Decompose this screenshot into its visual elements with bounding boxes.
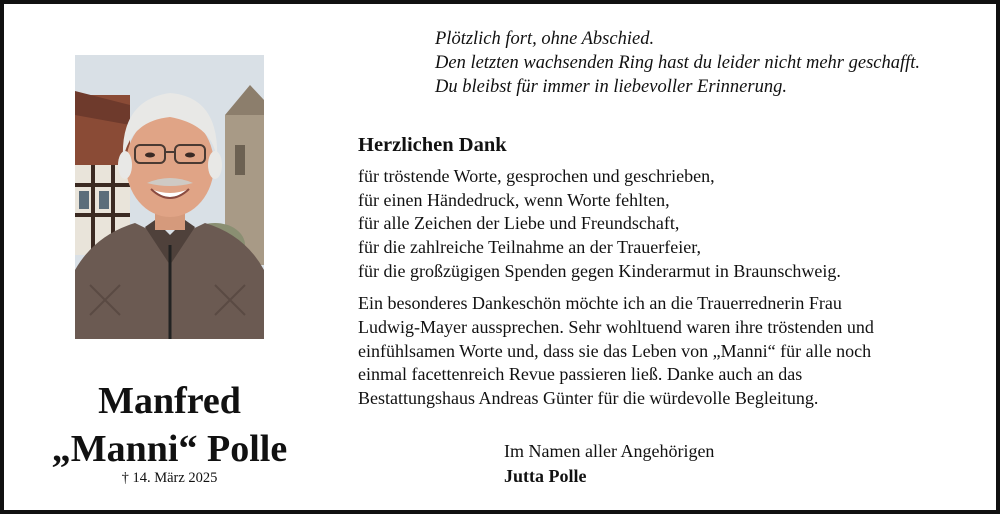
signature-name: Jutta Polle [504,466,587,486]
paragraph-line: Bestattungshaus Andreas Günter für die würdevolle Begleitung. [358,388,819,409]
quote-line: Den letzten wachsenden Ring hast du leider nicht mehr geschafft. [435,53,921,73]
quote-line: Plötzlich fort, ohne Abschied. [435,29,655,49]
quote-line: Du bleibst für immer in liebevoller Erinnerung. [435,77,787,97]
thanks-heading: Herzlichen Dank [358,134,507,156]
thanks-item: für tröstende Worte, gesprochen und geschrieben, [358,166,715,186]
paragraph-line: einmal facettenreich Revue passieren ließ. Danke auch an das [358,364,803,385]
signature-block [504,439,714,489]
signature-line: Im Namen aller Angehörigen [504,441,715,461]
paragraph-line: Ein besonderes Dankeschön möchte ich an die Trauerrednerin Frau [358,293,842,313]
deceased-first-name: Manfred [98,380,241,422]
memorial-quote [435,27,920,99]
death-date: † 14. März 2025 [121,470,218,486]
thanks-item: für einen Händedruck, wenn Worte fehlten, [358,189,670,210]
thanks-paragraph [358,292,874,411]
thanks-list [358,165,841,284]
portrait-photo [75,55,264,339]
deceased-nickname-surname: „Manni“ Polle [51,428,288,470]
thanks-item: für alle Zeichen der Liebe und Freundschaft, [358,213,680,234]
paragraph-line: Ludwig-Mayer aussprechen. Sehr wohltuend waren ihre tröstenden und [358,316,874,337]
thanks-item: für die großzügigen Spenden gegen Kinderarmut in Braunschweig. [358,260,841,281]
thanks-item: für die zahlreiche Teilnahme an der Trauerfeier, [358,237,702,258]
paragraph-line: einfühlsamen Worte und, dass sie das Leben von „Manni“ für alle noch [358,340,872,361]
